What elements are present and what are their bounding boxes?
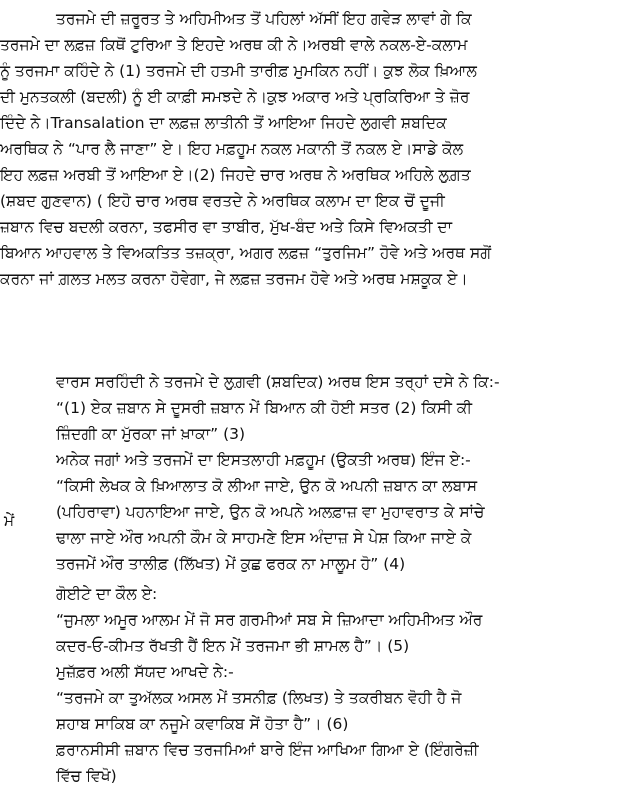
text-line: ਫ਼ਰਾਨਸੀਸੀ ਜ਼ਬਾਨ ਵਿਚ ਤਰਜਮਿਆਂ ਬਾਰੇ ਇੰਜ ਆਖਿਆ ਗਿਆ ਏ (ਇੰਗਰੇਜ਼ੀ (56, 741, 479, 759)
text-line: ਗੋਈਟੇ ਦਾ ਕੌਲ ਏ: (56, 585, 158, 603)
text-line: “ਕਿਸੀ ਲੇਖਕ ਕੇ ਖ਼ਿਆਲਾਤ ਕੋ ਲੀਆ ਜਾਏ, ਉਨ ਕੋ ਅਪਨੀ ਜ਼ਬਾਨ ਕਾ ਲਬਾਸ (56, 477, 478, 495)
text-line: ਮੁਜ਼ੱਫ਼ਰ ਅਲੀ ਸੱਯਦ ਆਖਦੇ ਨੇ:- (56, 663, 234, 681)
text-line: ਨੂੰ ਤਰਜਮਾ ਕਹਿੰਦੇ ਨੇ (1) ਤਰਜਮੇ ਦੀ ਹਤਮੀ ਤਾਰੀਫ਼ ਮੁਮਕਿਨ ਨਹੀਂ। ਕੁਝ ਲੋਕ ਖ਼ਿਆਲ (0, 62, 477, 80)
text-line: ਬਿਆਨ ਆਹਵਾਲ ਤੇ ਵਿਅਕਤਿਤ ਤਜ਼ਕ੍ਰਾ, ਅਗਰ ਲਫ਼ਜ਼ “ਤੁਰਜਿਮ” ਹੋਵੇ ਅਤੇ ਅਰਥ ਸਗੋਂ (0, 244, 492, 262)
text-line: ਵਾਰਸ ਸਰਹਿੰਦੀ ਨੇ ਤਰਜਮੇ ਦੇ ਲੁਗ਼ਵੀ (ਸ਼ਬਦਿਕ) ਅਰਥ ਇਸ ਤਰ੍ਹਾਂ ਦਸੇ ਨੇ ਕਿ:- (56, 373, 500, 391)
quote-block-1 (56, 369, 634, 577)
text-line: ਤਰਜਮੇ ਦਾ ਲਫ਼ਜ਼ ਕਿਥੋਂ ਟੁਰਿਆ ਤੇ ਇਹਦੇ ਅਰਥ ਕੀ ਨੇ।ਅਰਬੀ ਵਾਲੇ ਨਕਲ-ਏ-ਕਲਾਮ (0, 36, 468, 54)
text-line: ਵਿੱਚ ਵਿਖੋ) (56, 767, 117, 785)
text-line: ਸ਼ਹਾਬ ਸਾਕਿਬ ਕਾ ਨਜੂਮੇ ਕਵਾਕਿਬ ਸੇਂ ਹੋਤਾ ਹੈ”। (6) (56, 715, 349, 733)
quote-block-2 (56, 581, 634, 789)
text-line: ਤਰਜਮੇਂ ਔਰ ਤਾਲੀਫ਼ (ਲਿੱਖਤ) ਮੇਂ ਕੁਛ ਫਰਕ ਨਾ ਮਾਲੂਮ ਹੋ” (4) (56, 555, 406, 573)
text-line: “ਤਰਜਮੇ ਕਾ ਤੁਅੱਲਕ ਅਸਲ ਮੇਂ ਤਸਨੀਫ਼ (ਲਿਖਤ) ਤੇ ਤਕਰੀਬਨ ਵੋਹੀ ਹੈ ਜੋ (56, 689, 462, 707)
text-line: ਜ਼ਬਾਨ ਵਿਚ ਬਦਲੀ ਕਰਨਾ, ਤਫਸੀਰ ਵਾ ਤਾਬੀਰ, ਮੁੱਖ-ਬੰਦ ਅਤੇ ਕਿਸੇ ਵਿਅਕਤੀ ਦਾ (0, 218, 453, 236)
text-line: ਦਿੰਦੇ ਨੇ।Transalation ਦਾ ਲਫ਼ਜ਼ ਲਾਤੀਨੀ ਤੋਂ ਆਇਆ ਜਿਹਦੇ ਲੁਗਵੀ ਸ਼ਬਦਿਕ (0, 114, 447, 132)
text-line: ਅਨੇਕ ਜਗਾਂ ਅਤੇ ਤਰਜਮੇਂ ਦਾ ਇਸਤਲਾਹੀ ਮਫ਼ਹੂਮ (ਉਕਤੀ ਅਰਥ) ਇੰਜ ਏ:- (56, 451, 471, 469)
text-line: ਅਰਥਿਕ ਨੇ “ਪਾਰ ਲੈ ਜਾਣਾ” ਏ। ਇਹ ਮਫ਼ਹੂਮ ਨਕਲ ਮਕਾਨੀ ਤੋਂ ਨਕਲ ਏ।ਸਾਡੇ ਕੋਲ (0, 140, 464, 158)
text-line: ਕਰਨਾ ਜਾਂ ਗ਼ਲਤ ਮਲਤ ਕਰਨਾ ਹੋਵੇਗਾ, ਜੇ ਲਫ਼ਜ਼ ਤਰਜਮ ਹੋਵੇ ਅਤੇ ਅਰਥ ਮਸ਼ਕੂਕ ਏ। (0, 270, 468, 288)
text-line: ਢਾਲਾ ਜਾਏ ਔਰ ਅਪਨੀ ਕੌਮ ਕੇ ਸਾਹਮਣੇ ਇਸ ਅੰਦਾਜ਼ ਸੇ ਪੇਸ਼ ਕਿਆ ਜਾਏ ਕੇ (56, 529, 472, 547)
intro-paragraph (0, 6, 637, 292)
text-line: ਜ਼ਿੰਦਗੀ ਕਾ ਮੁੱਰਕਾ ਜਾਂ ਖ਼ਾਕਾ” (3) (56, 425, 246, 443)
text-line: “ਜੁਮਲਾ ਅਮੂਰ ਆਲਮ ਮੇਂ ਜੋ ਸਰ ਗਰਮੀਆਂ ਸਬ ਸੇ ਜ਼ਿਆਦਾ ਅਹਿਮੀਅਤ ਔਰ (56, 611, 483, 629)
text-line: “(1) ਏਕ ਜ਼ਬਾਨ ਸੇ ਦੂਸਰੀ ਜ਼ਬਾਨ ਮੇਂ ਬਿਆਨ ਕੀ ਹੋਈ ਸਤਰ (2) ਕਿਸੀ ਕੀ (56, 399, 473, 417)
text-line: ਤਰਜਮੇ ਦੀ ਜ਼ਰੂਰਤ ਤੇ ਅਹਿਮੀਅਤ ਤੋਂ ਪਹਿਲਾਂ ਅੱਸੀਂ ਇਹ ਗਵੇੜ ਲਾਵਾਂ ਗੇ ਕਿ (56, 10, 472, 28)
text-line: ਇਹ ਲਫ਼ਜ਼ ਅਰਬੀ ਤੋਂ ਆਇਆ ਏ।(2) ਜਿਹਦੇ ਚਾਰ ਅਰਥ ਨੇ ਅਰਥਿਕ ਅਹਿਲੇ ਲੁਗ਼ਤ (0, 166, 471, 184)
text-line: ਕਦਰ-ਓ-ਕੀਮਤ ਰੱਖਤੀ ਹੈਂ ਇਨ ਮੇਂ ਤਰਜਮਾ ਭੀ ਸ਼ਾਮਲ ਹੈ”। (5) (56, 637, 410, 655)
text-line: ਦੀ ਮੁਨਤਕਲੀ (ਬਦਲੀ) ਨੂੰ ਈ ਕਾਫ਼ੀ ਸਮਝਦੇ ਨੇ।ਕੁਝ ਅਕਾਰ ਅਤੇ ਪ੍ਰਕਿਰਿਆ ਤੇ ਜ਼ੋਰ (0, 88, 470, 106)
text-line: (ਸ਼ਬਦ ਗੁਣਵਾਨ) ( ਇਹੋ ਚਾਰ ਅਰਥ ਵਰਤਦੇ ਨੇ ਅਰਥਿਕ ਕਲਾਮ ਦਾ ਇਕ ਚੋਂ ਦੂਜੀ (0, 192, 445, 210)
margin-note: ਮੇਂ (4, 512, 15, 530)
text-line: (ਪਹਿਰਾਵਾ) ਪਹਨਾਇਆ ਜਾਏ, ਉਨ ਕੋ ਅਪਨੇ ਅਲਫ਼ਾਜ਼ ਵਾ ਮੁਹਾਵਰਾਤ ਕੇ ਸਾਂਚੇ (56, 503, 485, 521)
